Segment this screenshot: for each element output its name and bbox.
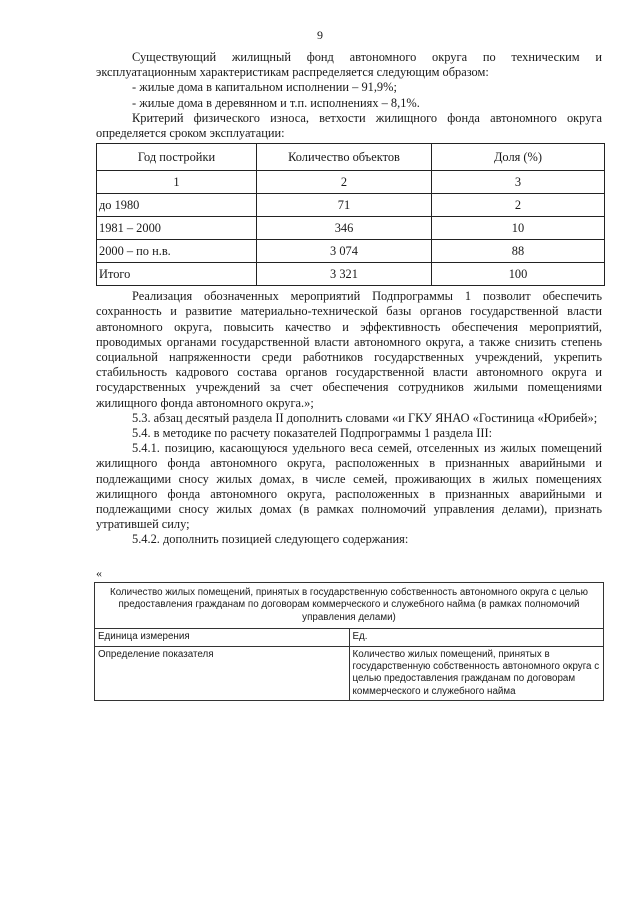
bullet-capital: - жилые дома в капитальном исполнении – 91,9%;	[132, 80, 397, 95]
table-cell: 3	[432, 171, 605, 194]
header-count: Количество объектов	[257, 144, 432, 171]
table-row	[95, 646, 604, 701]
table-cell: 1981 – 2000	[97, 217, 257, 240]
indicator-table	[94, 582, 604, 701]
unit-value: Ед.	[349, 629, 604, 646]
table-cell: 10	[432, 217, 605, 240]
table-cell: 88	[432, 240, 605, 263]
clause-5-4-1: 5.4.1. позицию, касающуюся удельного веса семей, отселенных из жилых помещений жилищного фонда автономного округа, расположенных в признанных аварийными и подлежащими сносу жилых домах, в числе семей, проживающих в жилых помещениях жилищного фонда автономного округа, расположенных в признанных аварийными и подлежащими сносу жилых домах (в рамках полномочий управления делами), признать утратившей силу;	[96, 441, 602, 532]
table-row	[97, 194, 605, 217]
header-year: Год постройки	[97, 144, 257, 171]
table-cell: 346	[257, 217, 432, 240]
header-share: Доля (%)	[432, 144, 605, 171]
implementation-paragraph: Реализация обозначенных мероприятий Подпрограммы 1 позволит обеспечить сохранность и развитие материально-технической базы органов государственной власти автономного округа, повысить качество и эффективность обеспечения мероприятий, проводимых органами государственной власти автономного округа, а также снизить степень социальной напряженности среди работников государственных учреждений, укрепить стабильность кадрового состава органов государственной власти автономного округа и государственных учреждений за счет обеспечения сотрудников жилыми помещениями жилищного фонда автономного округа.»;	[96, 289, 602, 410]
criterion-paragraph: Критерий физического износа, ветхости жилищного фонда автономного округа определяется сроком эксплуатации:	[96, 110, 602, 141]
table-row	[97, 240, 605, 263]
table-cell: Итого	[97, 263, 257, 286]
housing-age-table	[96, 143, 605, 286]
table-cell: 3 074	[257, 240, 432, 263]
table-cell: 1	[97, 171, 257, 194]
table-row	[97, 171, 605, 194]
intro-paragraph: Существующий жилищный фонд автономного округа по техническим и эксплуатационным характеристикам распределяется следующим образом:	[96, 50, 602, 80]
unit-label: Единица измерения	[95, 629, 350, 646]
table-cell: 2	[257, 171, 432, 194]
page-number: 9	[317, 28, 323, 42]
clause-5-4-2: 5.4.2. дополнить позицией следующего содержания:	[132, 532, 409, 547]
clause-5-3: 5.3. абзац десятый раздела II дополнить словами «и ГКУ ЯНАО «Гостиница «Юрибей»;	[132, 410, 598, 425]
table-row	[95, 629, 604, 646]
table-cell: 71	[257, 194, 432, 217]
opening-quote: «	[96, 566, 102, 580]
clause-5-4: 5.4. в методике по расчету показателей Подпрограммы 1 раздела III:	[132, 426, 493, 441]
definition-value: Количество жилых помещений, принятых в государственную собственность автономного округа с целью предоставления гражданам по договорам коммерческого и служебного найма	[349, 646, 604, 701]
table-cell: 100	[432, 263, 605, 286]
indicator-title-row	[95, 583, 604, 629]
table-header-row	[97, 144, 605, 171]
table-cell: 3 321	[257, 263, 432, 286]
table-row-total	[97, 263, 605, 286]
table-cell: до 1980	[97, 194, 257, 217]
table-cell: 2	[432, 194, 605, 217]
table-row	[97, 217, 605, 240]
table-cell: 2000 – по н.в.	[97, 240, 257, 263]
indicator-title: Количество жилых помещений, принятых в государственную собственность автономного округа с целью предоставления гражданам по договорам коммерческого и служебного найма (в рамках полномочий управления делами)	[95, 583, 604, 629]
definition-label: Определение показателя	[95, 646, 350, 701]
bullet-wooden: - жилые дома в деревянном и т.п. исполнениях – 8,1%.	[132, 95, 420, 110]
body-text	[96, 50, 602, 548]
